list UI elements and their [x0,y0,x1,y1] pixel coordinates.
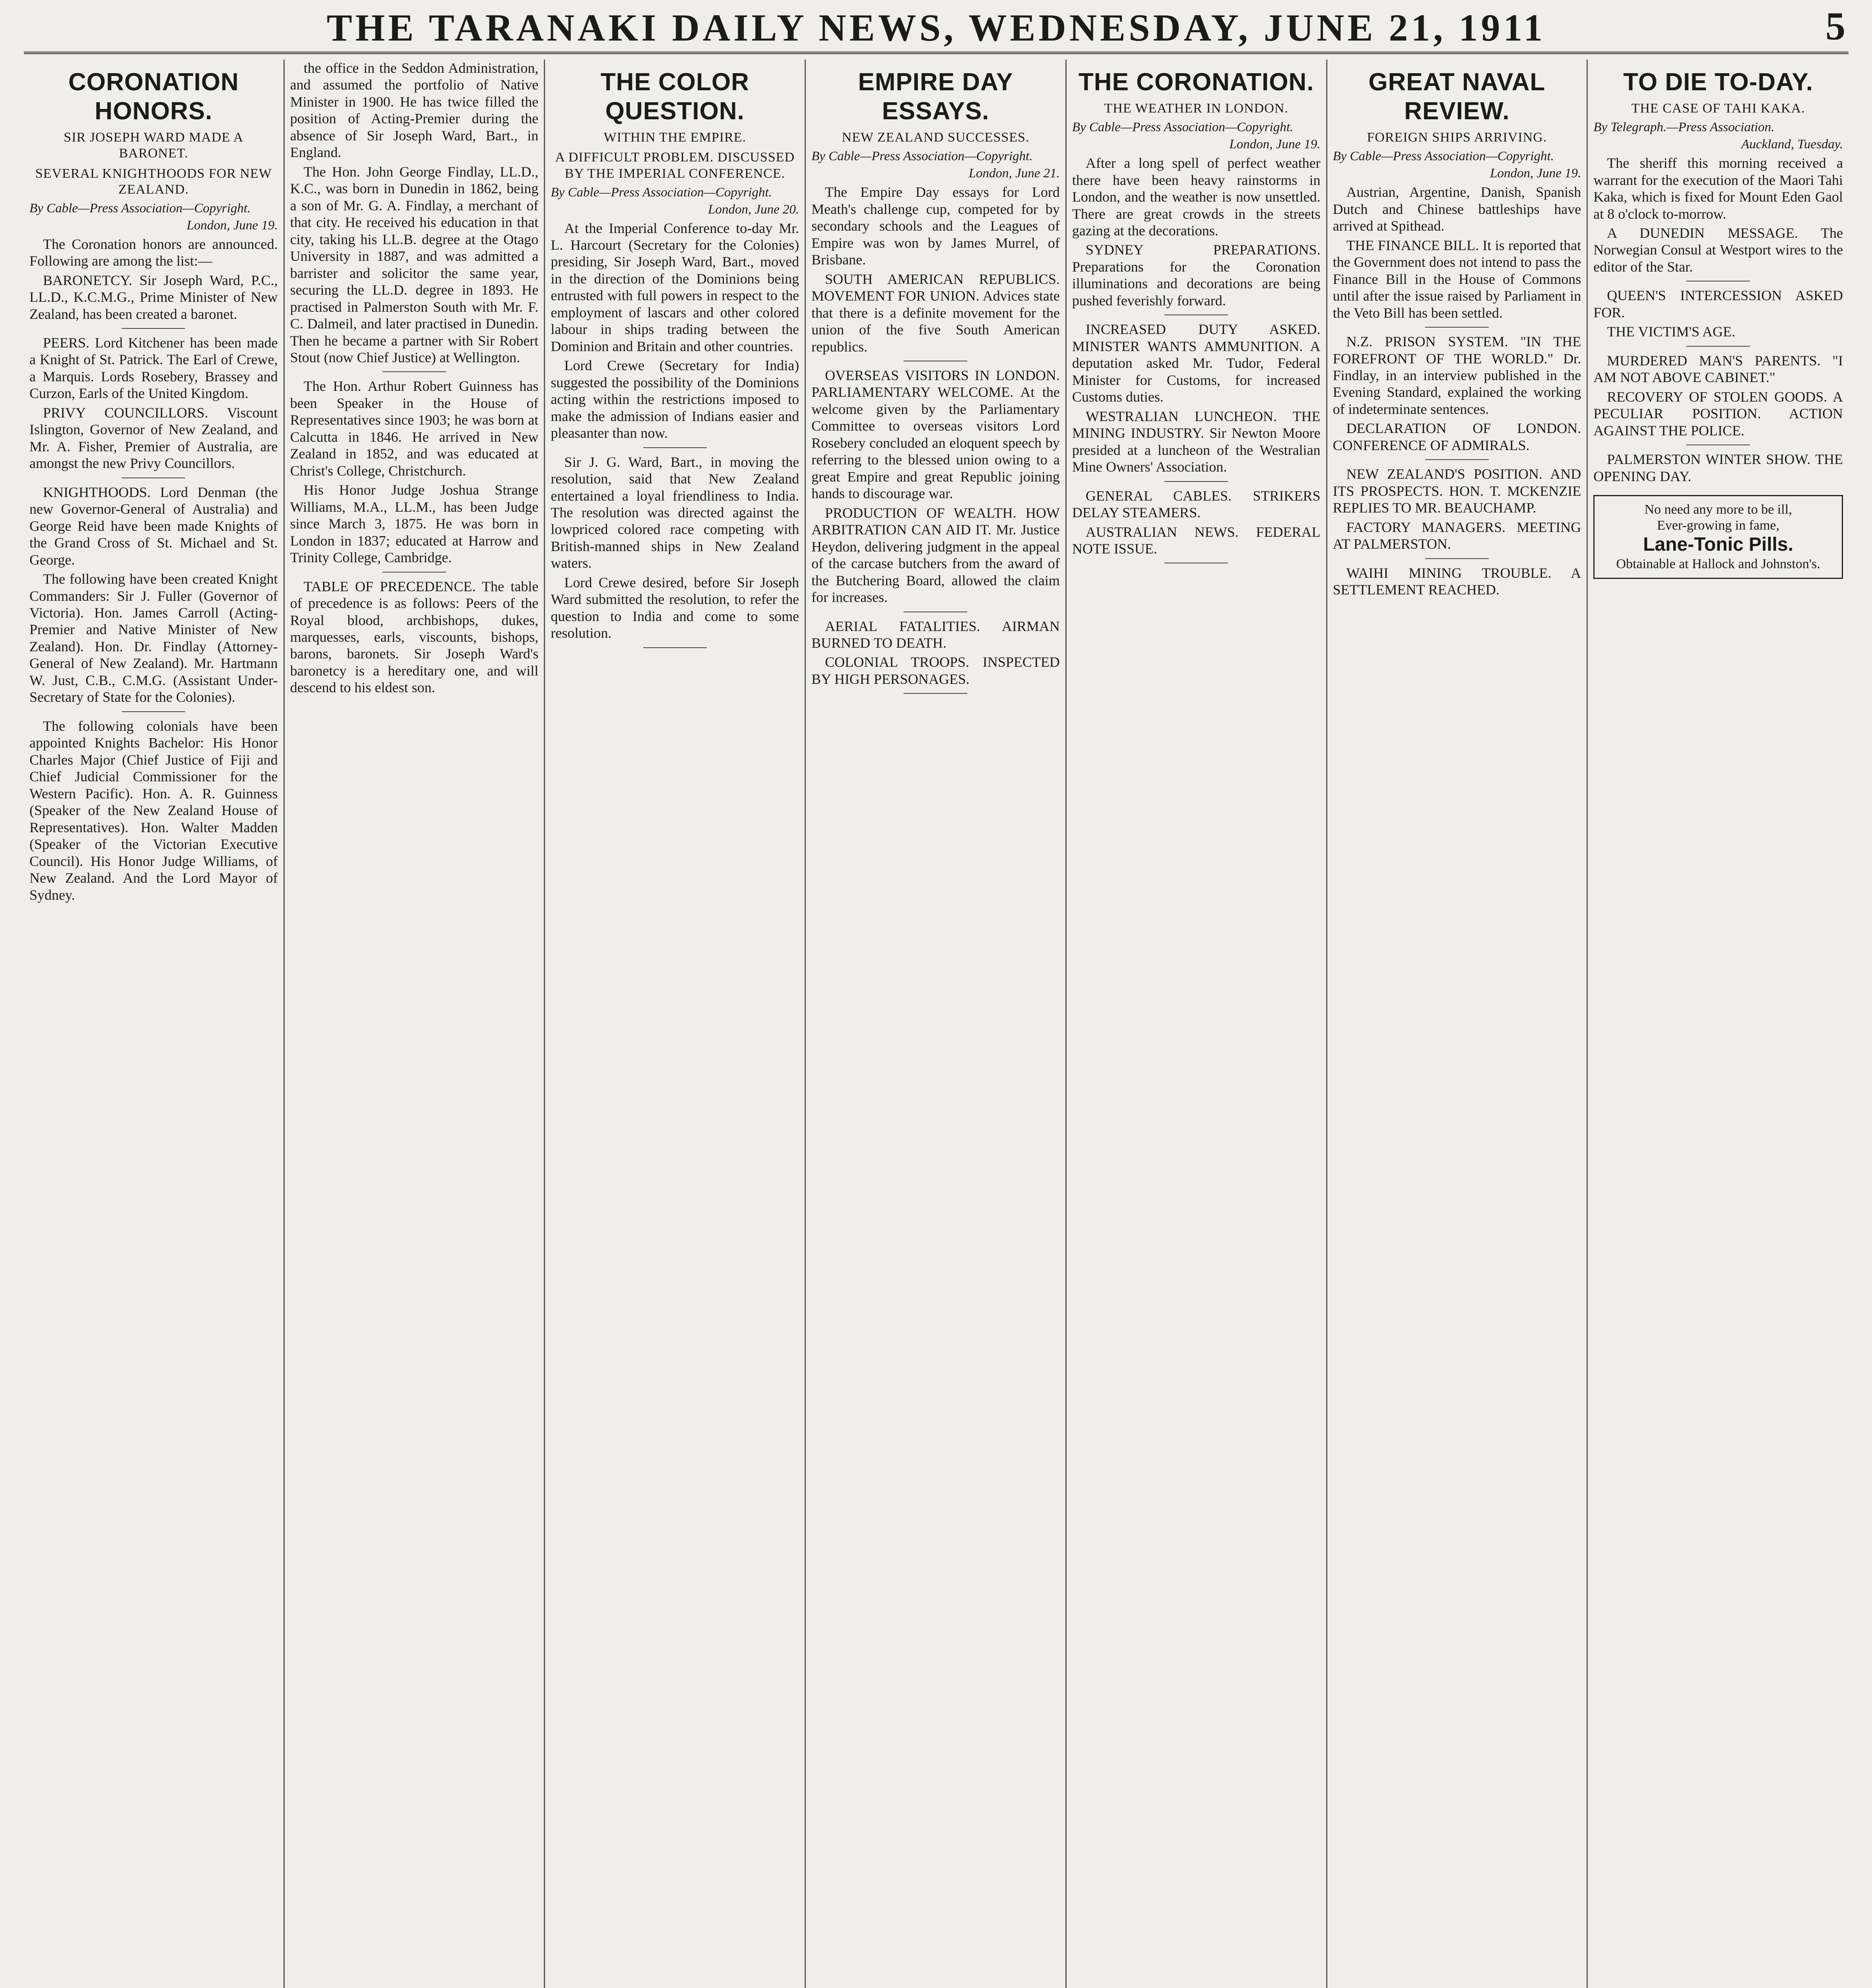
article-heading: THE CORONATION. [1078,68,1314,96]
advert-line: Ever-growing in fame, [1657,518,1780,533]
paragraph: DECLARATION OF LONDON. CONFERENCE OF ADMIRALS. [1333,420,1581,453]
column-1 [24,60,285,1988]
paragraph: PRODUCTION OF WEALTH. HOW ARBITRATION CAN AID IT. Mr. Justice Heydon, delivering judgment in the appeal of the carcase butchers from the award of the Butchering Board, allowed the claim for increases. [811,505,1060,606]
page-number: 5 [1825,4,1845,48]
paragraph: OVERSEAS VISITORS IN LONDON. PARLIAMENTARY WELCOME. At the welcome given by the Parliamentary Committee to overseas visitors Lord Rosebery concluded an eloquent speech by referring to the blessed union owing to a great Empire and great Republic joining hands to discourage war. [811,367,1060,502]
article-subheading: FOREIGN SHIPS ARRIVING. [1367,130,1547,145]
article-subheading: WITHIN THE EMPIRE. [603,130,746,145]
paragraph: The following colonials have been appointed Knights Bachelor: His Honor Charles Major (Chief Justice of Fiji and Chief Judicial Commissioner for the Western Pacific). Hon. A. R. Guinness (Speaker of the New Zealand House of Representatives). Hon. Walter Madden (Speaker of the Victorian Executive Council). His Honor Judge Williams, of New Zealand. And the Lord Mayor of Sydney. [29,718,278,903]
paragraph: THE FINANCE BILL. It is reported that the Government does not intend to pass the Finance Bill in the House of Commons until after the issue raised by Parliament in the Veto Bill has been settled. [1333,237,1581,321]
article-subheading: SEVERAL KNIGHTHOODS FOR NEW ZEALAND. [35,166,272,197]
paragraph: PALMERSTON WINTER SHOW. THE OPENING DAY. [1593,451,1843,484]
article-heading: THE COLOR QUESTION. [600,68,749,125]
article-heading: EMPIRE DAY ESSAYS. [858,68,1013,125]
advert-line: Lane-Tonic Pills. [1643,534,1794,555]
paragraph: KNIGHTHOODS. Lord Denman (the new Governor-General of Australia) and George Reid have been made Knights of the Grand Cross of St. Michael and St. George. [29,484,278,568]
column-4 [806,60,1067,1988]
article-heading: TO DIE TO-DAY. [1623,68,1814,96]
paragraph: RECOVERY OF STOLEN GOODS. A PECULIAR POSITION. ACTION AGAINST THE POLICE. [1593,388,1843,439]
paragraph: FACTORY MANAGERS. MEETING AT PALMERSTON. [1333,519,1581,552]
advert-line: Obtainable at Hallock and Johnston's. [1616,556,1820,571]
article-subheading: SIR JOSEPH WARD MADE A BARONET. [64,130,244,161]
paragraph: PRIVY COUNCILLORS. Viscount Islington, Governor of New Zealand, and Mr. A. Fisher, Premier of Australia, are amongst the new Privy Councillors. [29,404,278,472]
newspaper-title: THE TARANAKI DAILY NEWS, WEDNESDAY, JUNE 21, 1911 [326,6,1546,49]
divider [1425,558,1489,559]
paragraph: The Hon. John George Findlay, LL.D., K.C., was born in Dunedin in 1862, being a son of Mr. G. A. Findlay, a merchant of that city. He received his education in that city, taking his LL.B. degree at the Otago University in 1887, and was admitted a barrister and solicitor the same year, securing the LL.D. degree in 1893. He practised in Palmerston South with Mr. F. C. Dalmeil, and later practised in Dunedin. Then he became a partner with Sir Robert Stout (now Chief Justice) at Wellington. [290,163,539,365]
masthead [24,0,1849,54]
article-dateline: London, June 21. [968,166,1060,181]
article-dateline: London, June 20. [708,202,799,217]
article-byline: By Cable—Press Association—Copyright. [29,201,251,215]
divider [1425,327,1489,328]
paragraph: Austrian, Argentine, Danish, Spanish Dutch and Chinese battleships have arrived at Spithead. [1333,184,1581,234]
divider [122,328,185,329]
paragraph: MURDERED MAN'S PARENTS. "I AM NOT ABOVE CABINET." [1593,352,1843,386]
column-5 [1067,60,1327,1988]
paragraph: The Coronation honors are announced. Following are among the list:— [29,236,278,269]
paragraph: N.Z. PRISON SYSTEM. "IN THE FOREFRONT OF THE WORLD." Dr. Findlay, in an interview published in the Evening Standard, explained the working of indeterminate sentences. [1333,334,1581,417]
column-7 [1588,60,1849,1988]
paragraph: The Empire Day essays for Lord Meath's challenge cup, competed for by secondary schools and the Leagues of Empire was won by James Murrel, of Brisbane. [811,184,1060,268]
paragraph: COLONIAL TROOPS. INSPECTED BY HIGH PERSONAGES. [811,654,1060,687]
article-byline: By Cable—Press Association—Copyright. [1072,120,1294,135]
paragraph: After a long spell of perfect weather there have been heavy rainstorms in London, and the weather is now unsettled. There are great crowds in the streets gazing at the decorations. [1072,155,1321,239]
paragraph: His Honor Judge Joshua Strange Williams, M.A., LL.M., has been Judge since March 3, 1875. He was born in London in 1837; educated at Harrow and Trinity College, Cambridge. [290,482,539,566]
article-subheading: A DIFFICULT PROBLEM. DISCUSSED BY THE IMPERIAL CONFERENCE. [555,150,795,181]
divider [643,447,707,448]
article-byline: By Cable—Press Association—Copyright. [811,149,1033,164]
article-dateline: London, June 19. [186,218,278,233]
article-heading: GREAT NAVAL REVIEW. [1368,68,1546,125]
paragraph: SYDNEY PREPARATIONS. Preparations for the Coronation illuminations and decorations are being pushed feverishly forward. [1072,242,1321,309]
paragraph: GENERAL CABLES. STRIKERS DELAY STEAMERS. [1072,487,1321,521]
paragraph: INCREASED DUTY ASKED. MINISTER WANTS AMMUNITION. A deputation asked Mr. Tudor, Federal Minister for Customs, for increased Customs duties. [1072,321,1321,405]
paragraph: QUEEN'S INTERCESSION ASKED FOR. [1593,287,1843,320]
paragraph: AERIAL FATALITIES. AIRMAN BURNED TO DEATH. [811,618,1060,651]
divider [382,572,446,573]
divider [382,371,446,372]
article-byline: By Cable—Press Association—Copyright. [551,185,772,200]
advertisement [1593,495,1843,579]
article-byline: By Telegraph.—Press Association. [1593,120,1775,135]
article-heading: CORONATION HONORS. [68,68,239,125]
paragraph: Lord Crewe desired, before Sir Joseph Ward submitted the resolution, to refer the question to India and come to some resolution. [551,574,799,641]
article-dateline: London, June 19. [1490,166,1581,181]
paragraph: The following have been created Knight Commanders: Sir J. Fuller (Governor of Victoria). Hon. James Carroll (Acting-Premier and Native Minister of New Zealand). Hon. Dr. Findlay (Attorney-General of New Zealand). Mr. Hartmann W. Just, C.B., C.M.G. (Assistant Under-Secretary of State for the Colonies). [29,571,278,705]
paragraph: TABLE OF PRECEDENCE. The table of precedence is as follows: Peers of the Royal blood, archbishops, dukes, marquesses, earls, viscounts, bishops, barons, baronets. Sir Joseph Ward's baronetcy is a hereditary one, and will descend to his eldest son. [290,578,539,696]
paragraph: the office in the Seddon Administration, and assumed the portfolio of Native Minister in 1900. He has twice filled the position of Acting-Premier during the absence of Sir Joseph Ward, Bart., in England. [290,60,539,161]
paragraph: SOUTH AMERICAN REPUBLICS. MOVEMENT FOR UNION. Advices state that there is a definite movement for the union of the five South American republics. [811,271,1060,355]
article-dateline: London, June 19. [1229,137,1321,152]
paragraph: WESTRALIAN LUNCHEON. THE MINING INDUSTRY. Sir Newton Moore presided at a luncheon of the Westralian Mine Owners' Association. [1072,408,1321,475]
divider [1425,459,1489,460]
divider [1686,281,1750,282]
paragraph: Sir J. G. Ward, Bart., in moving the resolution, said that New Zealand entertained a loyal friendliness to India. The resolution was directed against the lowpriced colored race competing with British-manned ships in New Zealand waters. [551,454,799,571]
divider [1164,481,1228,482]
divider [643,647,707,648]
paragraph: NEW ZEALAND'S POSITION. AND ITS PROSPECTS. HON. T. MCKENZIE REPLIES TO MR. BEAUCHAMP. [1333,466,1581,516]
paragraph: The sheriff this morning received a warrant for the execution of the Maori Tahi Kaka, which is fixed for Mount Eden Gaol at 8 o'clock to-morrow. [1593,155,1843,222]
paragraph: The Hon. Arthur Robert Guinness has been Speaker in the House of Representatives since 1903; he was born at Calcutta in 1846. He arrived in New Zealand in 1852, and was educated at Christ's College, Christchurch. [290,378,539,479]
advert-line: No need any more to be ill, [1644,502,1792,517]
article-byline: By Cable—Press Association—Copyright. [1333,149,1554,164]
column-6 [1327,60,1588,1988]
columns [24,60,1849,1988]
paragraph: WAIHI MINING TROUBLE. A SETTLEMENT REACHED. [1333,565,1581,598]
article-dateline: Auckland, Tuesday. [1741,137,1843,152]
divider [122,711,185,712]
paragraph: AUSTRALIAN NEWS. FEDERAL NOTE ISSUE. [1072,524,1321,557]
paragraph: Lord Crewe (Secretary for India) suggested the possibility of the Dominions acting within the restrictions imposed to make the admission of Indians easier and pleasanter than now. [551,357,799,441]
article-subheading: NEW ZEALAND SUCCESSES. [842,130,1030,145]
column-3 [545,60,806,1988]
article-subheading: THE WEATHER IN LONDON. [1104,101,1288,116]
divider [1686,346,1750,347]
paragraph: At the Imperial Conference to-day Mr. L. Harcourt (Secretary for the Colonies) presiding, Sir Joseph Ward, Bart., moved in the direction of the Dominions being entrusted with full powers in respect to the employment of lascars and other colored labour in ships trading between the Dominion and Britain and other countries. [551,220,799,354]
paragraph: PEERS. Lord Kitchener has been made a Knight of St. Patrick. The Earl of Crewe, a Marquis. Lords Rosebery, Brassey and Curzon, Earls of the United Kingdom. [29,334,278,402]
divider [904,693,967,694]
paragraph: A DUNEDIN MESSAGE. The Norwegian Consul at Westport wires to the editor of the Star. [1593,225,1843,275]
paragraph: THE VICTIM'S AGE. [1607,324,1736,340]
column-2 [285,60,545,1988]
paragraph: BARONETCY. Sir Joseph Ward, P.C., LL.D., K.C.M.G., Prime Minister of New Zealand, has been created a baronet. [29,272,278,322]
article-subheading: THE CASE OF TAHI KAKA. [1631,101,1805,116]
